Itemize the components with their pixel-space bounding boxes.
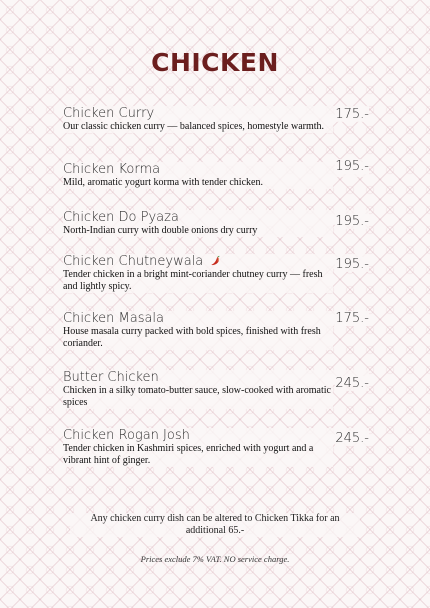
tikka-note: Any chicken curry dish can be altered to Chicken Tikka for an additional 65.-	[70, 513, 360, 537]
item-name: Chicken Rogan Josh	[63, 428, 369, 443]
item-price: 245.-	[335, 431, 369, 446]
item-price: 195.-	[335, 214, 369, 229]
menu-item-butter-chicken	[63, 370, 369, 409]
menu-item-chicken-curry	[63, 106, 369, 133]
item-price: 195.-	[335, 159, 369, 174]
item-price: 175.-	[335, 311, 369, 326]
menu-item-chicken-chutneywala	[63, 254, 369, 293]
item-description: Tender chicken in a bright mint-coriander chutney curry — fresh and lightly spicy.	[63, 269, 333, 293]
item-name	[63, 254, 369, 269]
item-description: Mild, aromatic yogurt korma with tender chicken.	[63, 177, 333, 189]
item-price: 195.-	[335, 257, 369, 272]
menu-item-chicken-rogan-josh	[63, 428, 369, 467]
item-description: Chicken in a silky tomato-butter sauce, slow-cooked with aromatic spices	[63, 385, 333, 409]
item-description: North-Indian curry with double onions dry curry	[63, 225, 333, 237]
item-name-label: Chicken Chutneywala	[63, 254, 204, 269]
item-name: Chicken Do Pyaza	[63, 210, 369, 225]
menu-item-chicken-do-pyaza	[63, 210, 369, 237]
item-price: 175.-	[335, 107, 369, 122]
item-description: House masala curry packed with bold spices, finished with fresh coriander.	[63, 326, 333, 350]
item-name: Chicken Korma	[63, 162, 369, 177]
page-title: CHICKEN	[151, 48, 279, 77]
chili-pepper-icon	[210, 255, 221, 266]
item-price: 245.-	[335, 376, 369, 391]
item-description: Tender chicken in Kashmiri spices, enriched with yogurt and a vibrant hint of ginger.	[63, 443, 333, 467]
menu-item-chicken-korma	[63, 159, 369, 189]
menu-item-chicken-masala	[63, 311, 369, 350]
item-name: Chicken Masala	[63, 311, 369, 326]
item-description: Our classic chicken curry — balanced spices, homestyle warmth.	[63, 121, 333, 133]
item-name: Chicken Curry	[63, 106, 369, 121]
price-footnote: Prices exclude 7% VAT. NO service charge.	[140, 554, 290, 564]
item-name: Butter Chicken	[63, 370, 369, 385]
